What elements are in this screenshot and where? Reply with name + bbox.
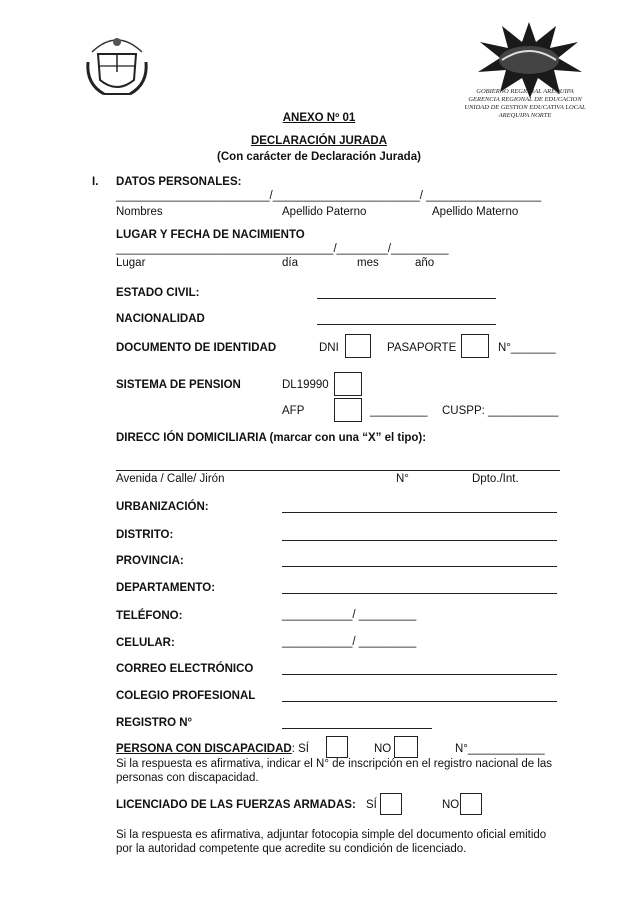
direccion-line[interactable] (116, 470, 560, 471)
telefono-field[interactable]: ___________/ _________ (282, 609, 417, 621)
mes-label: mes (357, 257, 379, 269)
numero-label: N° (396, 473, 409, 485)
nombres-label: Nombres (116, 206, 163, 218)
estado-civil-line[interactable] (317, 298, 496, 299)
afp-label: AFP (282, 405, 305, 417)
provincia-label: PROVINCIA: (116, 555, 184, 567)
dni-label: DNI (319, 342, 339, 354)
section-number: I. (92, 176, 99, 188)
section-title: DATOS PERSONALES: (116, 176, 242, 188)
distrito-label: DISTRITO: (116, 529, 174, 541)
document-subtitle: (Con carácter de Declaración Jurada) (217, 151, 421, 163)
correo-label: CORREO ELECTRÓNICO (116, 663, 254, 675)
licenciado-si-label: SÍ (366, 799, 377, 811)
licenciado-no-label: NO (442, 799, 460, 811)
discapacidad-no-label: NO (374, 743, 392, 755)
dia-label: día (282, 257, 298, 269)
nacionalidad-line[interactable] (317, 324, 496, 325)
discapacidad-row (116, 743, 309, 755)
discapacidad-no-checkbox[interactable] (394, 736, 418, 758)
estado-civil-label: ESTADO CIVIL: (116, 287, 200, 299)
cuspp-field[interactable]: CUSPP: ___________ (442, 405, 559, 417)
registro-line[interactable] (282, 728, 432, 729)
telefono-label: TELÉFONO: (116, 610, 183, 622)
identity-number-field[interactable]: N°_______ (498, 342, 556, 354)
lugar-label: Lugar (116, 257, 146, 269)
colegio-label: COLEGIO PROFESIONAL (116, 690, 256, 702)
departamento-line[interactable] (282, 593, 557, 594)
departamento-label: DEPARTAMENTO: (116, 582, 216, 594)
birth-line[interactable]: __________________________________/________/_________ (116, 243, 449, 255)
licenciado-si-checkbox[interactable] (380, 793, 402, 815)
dl19990-checkbox[interactable] (334, 372, 362, 396)
documento-identidad-label: DOCUMENTO DE IDENTIDAD (116, 342, 277, 354)
discapacidad-note: Si la respuesta es afirmativa, indicar el N° de inscripción en el registro nacional de las personas con discapacidad. (116, 758, 553, 784)
discapacidad-number-field[interactable]: N°____________ (455, 743, 545, 755)
celular-field[interactable]: ___________/ _________ (282, 636, 417, 648)
discapacidad-si-checkbox[interactable] (326, 736, 348, 758)
institution-line: GERENCIA REGIONAL DE EDUCACION (468, 96, 582, 103)
dl19990-label: DL19990 (282, 379, 329, 391)
institution-line: GOBIERNO REGIONAL AREQUIPA (476, 88, 574, 95)
ugel-starburst-logo (474, 20, 584, 98)
registro-label: REGISTRO N° (116, 717, 193, 729)
licenciado-note: Si la respuesta es afirmativa, adjuntar fotocopia simple del documento oficial emitido por la autoridad competente que acredite su condición de licenciado. (116, 829, 547, 855)
distrito-line[interactable] (282, 540, 557, 541)
apellido-paterno-label: Apellido Paterno (282, 206, 367, 218)
coat-of-arms-logo (84, 32, 150, 102)
urbanizacion-label: URBANIZACIÓN: (116, 501, 209, 513)
document-title: DECLARACIÓN JURADA (250, 135, 388, 147)
afp-checkbox[interactable] (334, 398, 362, 422)
correo-line[interactable] (282, 674, 557, 675)
names-line[interactable]: ________________________/_______________________/ __________________ (116, 190, 542, 202)
provincia-line[interactable] (282, 566, 557, 567)
apellido-materno-label: Apellido Materno (432, 206, 519, 218)
avenida-label: Avenida / Calle/ Jirón (116, 473, 225, 485)
licenciado-no-checkbox[interactable] (460, 793, 482, 815)
colegio-line[interactable] (282, 701, 557, 702)
nacionalidad-label: NACIONALIDAD (116, 313, 205, 325)
direccion-heading: DIRECC IÓN DOMICILIARIA (marcar con una “X” el tipo): (116, 432, 427, 444)
pasaporte-label: PASAPORTE (387, 342, 457, 354)
celular-label: CELULAR: (116, 637, 175, 649)
sistema-pension-label: SISTEMA DE PENSION (116, 379, 241, 391)
pasaporte-checkbox[interactable] (461, 334, 489, 358)
urbanizacion-line[interactable] (282, 512, 557, 513)
dni-checkbox[interactable] (345, 334, 371, 358)
birth-heading: LUGAR Y FECHA DE NACIMIENTO (116, 229, 305, 241)
licenciado-label: LICENCIADO DE LAS FUERZAS ARMADAS: (116, 799, 356, 811)
institution-line: UNIDAD DE GESTION EDUCATIVA LOCAL (464, 104, 586, 111)
discapacidad-label: PERSONA CON DISCAPACIDAD (116, 743, 292, 755)
afp-name-field[interactable]: _________ (370, 405, 428, 417)
annex-number: ANEXO Nº 01 (282, 112, 356, 124)
institution-line: AREQUIPA NORTE (498, 112, 552, 119)
discapacidad-si-label: : SÍ (291, 743, 309, 755)
dpto-label: Dpto./Int. (472, 473, 519, 485)
anio-label: año (415, 257, 435, 269)
